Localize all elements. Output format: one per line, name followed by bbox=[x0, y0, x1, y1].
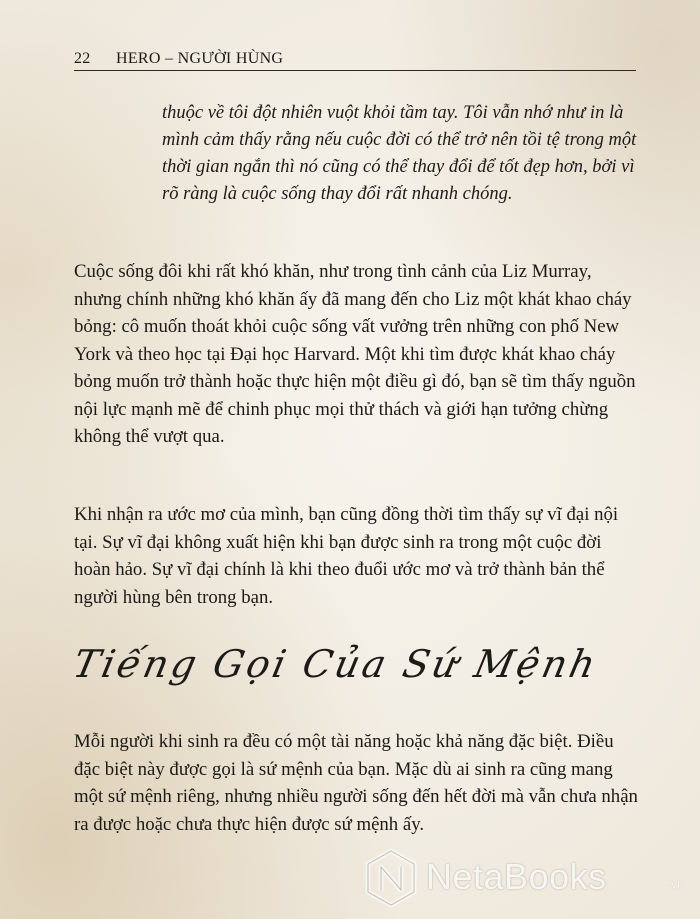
paragraph-text: Cuộc sống đôi khi rất khó khăn, như trong tình cảnh của Liz Murray, nhưng chính những khó khăn ấy đã mang đến cho Liz một khát khao cháy bỏng: cô muốn thoát khỏi cuộc sống vất vưởng trên những con phố New York và theo học tại Đại học Harvard. Một khi tìm được khát khao cháy bỏng muốn trở thành hoặc thực hiện một điều gì đó, bạn sẽ tìm thấy nguồn nội lực mạnh mẽ để chinh phục mọi thử thách và giới hạn tưởng chừng không thể vượt qua. bbox=[74, 261, 636, 447]
watermark bbox=[364, 846, 694, 910]
section-heading: Tiếng Gọi Của Sứ Mệnh bbox=[69, 642, 603, 686]
paragraph-1 bbox=[74, 258, 640, 451]
paragraph-text: Mỗi người khi sinh ra đều có một tài năng hoặc khả năng đặc biệt. Điều đặc biệt này được gọi là sứ mệnh của bạn. Mặc dù ai sinh ra cũng mang một sứ mệnh riêng, nhưng nhiều người sống đến hết đời mà vẫn chưa nhận ra được hoặc chưa thực hiện được sứ mệnh ấy. bbox=[74, 731, 638, 835]
watermark-suffix: .vn bbox=[667, 876, 685, 891]
page-header bbox=[74, 44, 636, 71]
quote-text: thuộc về tôi đột nhiên vuột khỏi tầm tay. Tôi vẫn nhớ như in là mình cảm thấy rằng nếu cuộc đời có thể trở nên tồi tệ trong một thời gian ngắn thì nó cũng có thể thay đổi để tốt đẹp hơn, bởi vì rõ ràng là cuộc sống thay đổi rất nhanh chóng. bbox=[162, 103, 637, 204]
watermark-brand: NetaBooks bbox=[426, 856, 607, 897]
paragraph-text: Khi nhận ra ước mơ của mình, bạn cũng đồng thời tìm thấy sự vĩ đại nội tại. Sự vĩ đại không xuất hiện khi bạn được sinh ra trong một cuộc đời hoàn hảo. Sự vĩ đại chính là khi theo đuổi ước mơ và trở thành bản thể người hùng bên trong bạn. bbox=[74, 504, 619, 608]
paragraph-2 bbox=[74, 501, 640, 611]
paragraph-3 bbox=[74, 728, 640, 838]
running-title: HERO – NGƯỜI HÙNG bbox=[116, 50, 284, 67]
quote-block bbox=[162, 100, 642, 208]
page-number: 22 bbox=[74, 50, 91, 67]
netabooks-hexagon-logo-icon bbox=[364, 848, 418, 908]
